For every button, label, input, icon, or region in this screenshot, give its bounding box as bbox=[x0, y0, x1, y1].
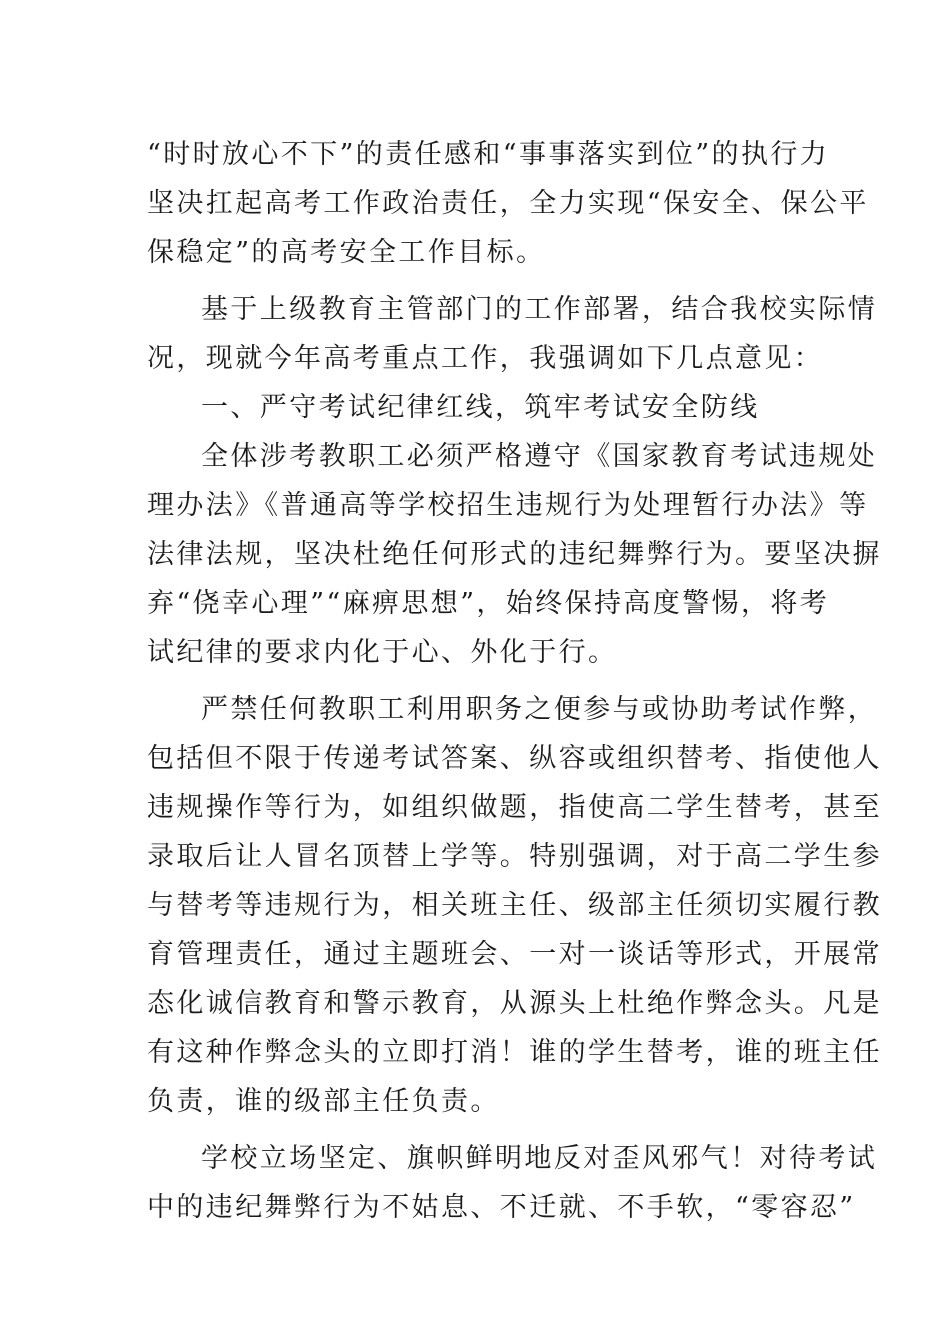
paragraph-spacer bbox=[147, 677, 807, 685]
paragraph-5-line-1: 学校立场坚定、旗帜鲜明地反对歪风邪气！对待考试 bbox=[201, 1143, 878, 1174]
paragraph-3-line-4: 弃“侥幸心理”“麻痹思想”，始终保持高度警惕，将考 bbox=[147, 588, 830, 619]
paragraph-4-line-3: 违规操作等行为，如组织做题，指使高二学生替考，甚至 bbox=[147, 792, 882, 823]
paragraph-4-line-5: 与替考等违规行为，相关班主任、级部主任须切实履行教 bbox=[147, 890, 882, 921]
paragraph-4-line-4: 录取后让人冒名顶替上学等。特别强调，对于高二学生参 bbox=[147, 841, 882, 872]
paragraph-3-line-2: 理办法》《普通高等学校招生违规行为处理暂行办法》等 bbox=[147, 490, 869, 521]
paragraph-spacer bbox=[147, 1126, 807, 1134]
paragraph-2-line-1: 基于上级教育主管部门的工作部署，结合我校实际情 bbox=[201, 294, 878, 325]
paragraph-4-line-6: 育管理责任，通过主题班会、一对一谈话等形式，开展常 bbox=[147, 939, 882, 970]
paragraph-4-line-7: 态化诚信教育和警示教育，从源头上杜绝作弊念头。凡是 bbox=[147, 988, 882, 1019]
paragraph-1-line-3: 保稳定”的高考安全工作目标。 bbox=[147, 237, 546, 268]
paragraph-4-line-9: 负责，谁的级部主任负责。 bbox=[147, 1086, 500, 1117]
paragraph-1-line-1: “时时放心不下”的责任感和“事事落实到位”的执行力 bbox=[147, 139, 830, 170]
paragraph-5-line-2: 中的违纪舞弊行为不姑息、不迁就、不手软，“零容忍” bbox=[147, 1192, 856, 1223]
paragraph-3-line-3: 法律法规，坚决杜绝任何形式的违纪舞弊行为。要坚决摒 bbox=[147, 539, 882, 570]
paragraph-3-line-5: 试纪律的要求内化于心、外化于行。 bbox=[147, 637, 618, 668]
document-body bbox=[147, 130, 882, 1232]
paragraph-1-line-2: 坚决扛起高考工作政治责任，全力实现“保安全、保公平 bbox=[147, 188, 869, 219]
paragraph-spacer bbox=[147, 277, 807, 285]
paragraph-4-line-1: 严禁任何教职工利用职务之便参与或协助考试作弊， bbox=[201, 694, 878, 725]
paragraph-4-line-8: 有这种作弊念头的立即打消！谁的学生替考，谁的班主任 bbox=[147, 1037, 882, 1068]
section-heading-1: 一、严守考试纪律红线，筑牢考试安全防线 bbox=[201, 392, 760, 423]
paragraph-2-line-2: 况，现就今年高考重点工作，我强调如下几点意见： bbox=[147, 343, 824, 374]
paragraph-4-line-2: 包括但不限于传递考试答案、纵容或组织替考、指使他人 bbox=[147, 743, 882, 774]
paragraph-3-line-1: 全体涉考教职工必须严格遵守《国家教育考试违规处 bbox=[201, 441, 878, 472]
